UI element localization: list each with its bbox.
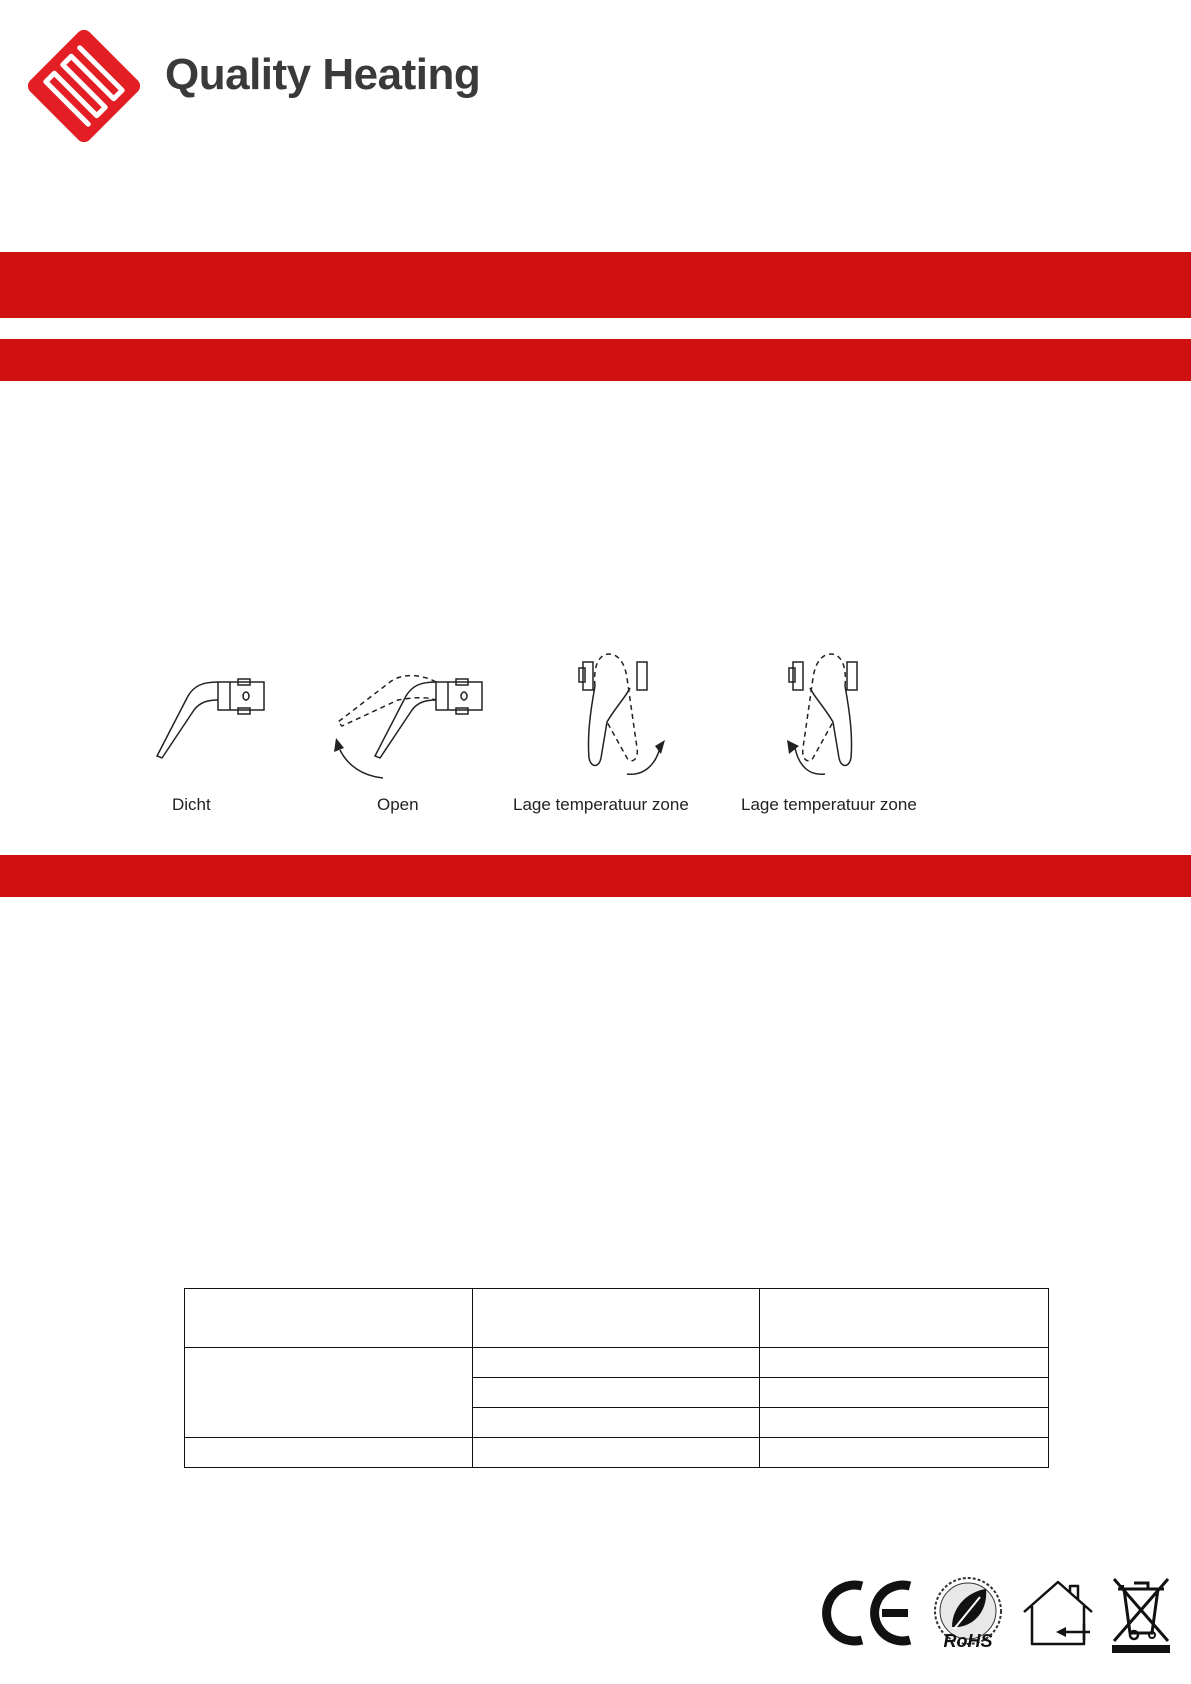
ce-mark-icon	[820, 1578, 918, 1648]
heater-leg-rotate-right-icon	[575, 648, 685, 783]
table-row	[185, 1438, 1049, 1468]
table-cell-merged	[185, 1348, 473, 1438]
table-row	[185, 1348, 1049, 1378]
section-bar-2	[0, 855, 1191, 897]
heater-leg-rotate-left-icon	[775, 648, 885, 783]
table-cell	[185, 1289, 473, 1348]
heater-leg-open-icon	[328, 670, 488, 785]
table-cell	[760, 1408, 1049, 1438]
table-cell	[760, 1289, 1049, 1348]
table-cell	[472, 1289, 760, 1348]
rohs-icon	[930, 1575, 1006, 1651]
table-cell	[185, 1438, 473, 1468]
indoor-use-icon	[1018, 1578, 1098, 1648]
table-cell	[472, 1408, 760, 1438]
table-cell	[472, 1348, 760, 1378]
figure-label-dicht: Dicht	[172, 795, 211, 814]
heater-leg-closed-icon	[150, 670, 270, 770]
section-bar-1	[0, 339, 1191, 381]
table-cell	[472, 1378, 760, 1408]
figure-label-open: Open	[377, 795, 419, 814]
figure-label-lage-temperatuur-zone-2: Lage temperatuur zone	[741, 795, 917, 814]
figure-label-lage-temperatuur-zone-1: Lage temperatuur zone	[513, 795, 689, 814]
table-cell	[760, 1348, 1049, 1378]
table-cell	[472, 1438, 760, 1468]
title-bar	[0, 252, 1191, 318]
table-cell	[760, 1378, 1049, 1408]
table-cell	[760, 1438, 1049, 1468]
rohs-label: RoHS	[943, 1631, 993, 1651]
spec-table	[184, 1288, 1049, 1468]
quality-heating-logo	[20, 22, 148, 150]
weee-bin-icon	[1110, 1575, 1172, 1655]
table-header-row	[185, 1289, 1049, 1348]
brand-name: Quality Heating	[165, 50, 481, 99]
